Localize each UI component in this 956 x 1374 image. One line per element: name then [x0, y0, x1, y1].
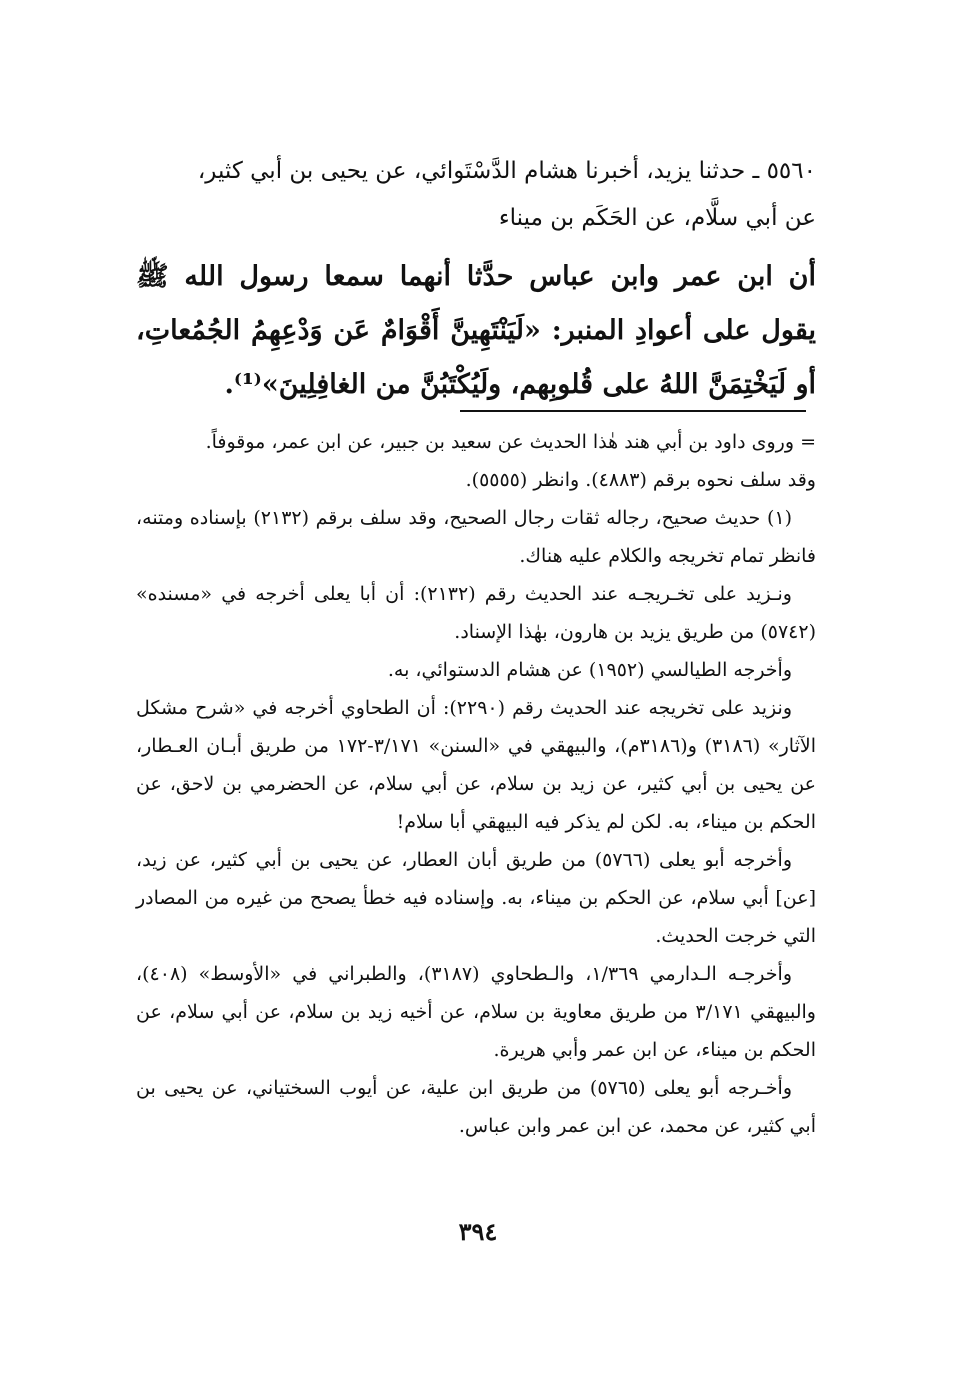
footnote-paragraph: وأخرجـه الـدارمي ١/٣٦٩، والـطحاوي (٣١٨٧)، والطبراني في «الأوسط» (٤٠٨)، والبيهقي ٣/١٧١ من طريق معاوية بن سلام، عن أخيه زيد بن سلام، عن أبي سلام، عن الحكم بن ميناء، عن ابن عمر وأبي هريرة. — [136, 963, 816, 1061]
footnote-1: (١) حديث صحيح، رجاله ثقات رجال الصحيح، وقد سلف برقم (٢١٣٢) بإسناده ومتنه، فانظر تمام تخريجه والكلام عليه هناك. — [136, 507, 816, 567]
hadith-chain-line-2: عن أبي سلَّام، عن الحَكَم بن ميناء — [498, 205, 816, 231]
footnote-paragraph: ونـزيد على تخـريجـه عند الحديث رقم (٢١٣٢): أن أبا يعلى أخرجه في «مسنده» (٥٧٤٢) من طريق يزيد بن هارون، بهٰذا الإسناد. — [136, 583, 816, 643]
hadith-text: أن ابن عمر وابن عباس حدَّثا أنهما سمعا رسول الله ﷺ يقول على أعوادِ المنبر: «لَيَنْتَهِينَّ أَقْوَامٌ عَن وَدْعِهِمُ الجُمُعاتِ، أو لَيَخْتِمَنَّ اللهُ على قُلوبِهم، ولَيُكْتَبُنَّ من الغافِلِينَ»⁽¹⁾. — [136, 261, 816, 400]
page-number: ٣٩٤ — [458, 1217, 498, 1246]
footnotes — [136, 423, 816, 1145]
footnote-divider — [460, 410, 806, 412]
footnote-paragraph: وقد سلف نحوه برقم (٤٨٨٣). وانظر (٥٥٥٥). — [465, 469, 816, 491]
footnote-paragraph: وأخرجه الطيالسي (١٩٥٢) عن هشام الدستوائي، به. — [387, 659, 792, 681]
footnote-paragraph: وأخرجه أبو يعلى (٥٧٦٦) من طريق أبان العطار، عن يحيى بن أبي كثير، عن زيد، [عن] أبي سلام، عن الحكم بن ميناء، به. وإسناده فيه خطأ يصحح من غيره من المصادر التي خرجت الحديث. — [136, 849, 816, 947]
footnote-continuation: = وروى داود بن أبي هند هٰذا الحديث عن سعيد بن جبير، عن ابن عمر، موقوفاً. — [205, 431, 816, 453]
footnote-paragraph: وأخـرجه أبو يعلى (٥٧٦٥) من طريق ابن علية، عن أيوب السختياني، عن يحيى بن أبي كثير، عن محمد، عن ابن عمر وابن عباس. — [136, 1077, 816, 1137]
hadith-chain-line-1: ٥٥٦٠ ـ حدثنا يزيد، أخبرنا هشام الدَّسْتَوائي، عن يحيى بن أبي كثير، — [197, 158, 816, 184]
footnote-paragraph: ونزيد على تخريجه عند الحديث رقم (٢٢٩٠): أن الطحاوي أخرجه في «شرح مشكل الآثار» (٣١٨٦) و(٣١٨٦م)، والبيهقي في «السنن» ٣/١٧١-١٧٢ من طريق أبـان العـطار، عن يحيى بن أبي كثير، عن زيد بن سلام، عن أبي سلام، عن الحضرمي بن لاحق، عن الحكم بن ميناء، به. لكن لم يذكر فيه البيهقي أبا سلام! — [136, 697, 816, 833]
hadith-chain — [136, 148, 816, 242]
